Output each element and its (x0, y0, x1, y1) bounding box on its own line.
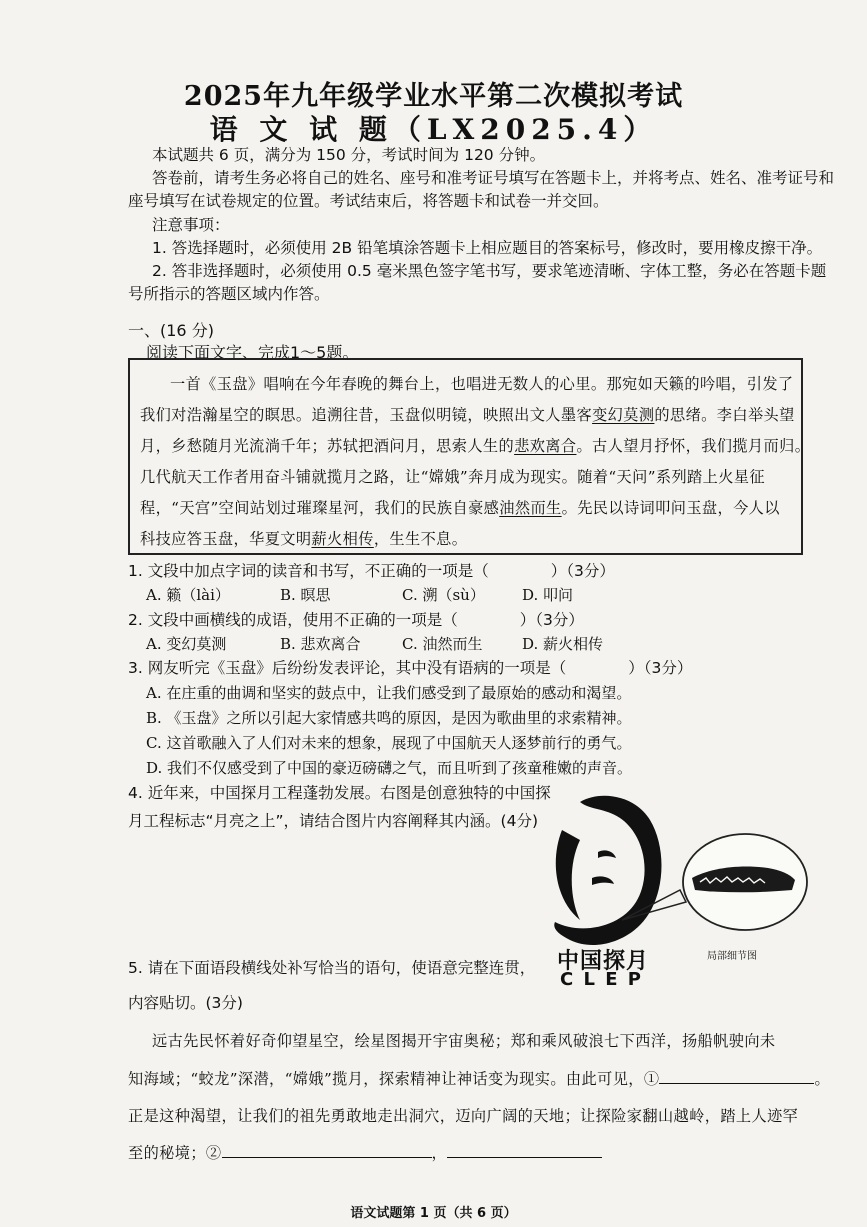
question-1-stem: 1. 文段中加点字词的读音和书写，不正确的一项是（ ）（3分） (128, 562, 615, 580)
question-5-para-line-4: 至的秘境；② ， (128, 1142, 602, 1163)
section-instruction: 阅读下面文字、完成1～5题。 (146, 343, 359, 362)
answer-blank-2b[interactable] (447, 1143, 602, 1158)
passage-line-4: 几代航天工作者用奋斗铺就揽月之路，让“嫦娥”奔月成为现实。随着“天问”系列踏上火星征 (140, 468, 765, 486)
answer-blank-2a[interactable] (222, 1143, 432, 1158)
exam-title: 2025年九年级学业水平第二次模拟考试 (183, 81, 684, 112)
question-1-option-a: A. 籁（lài） (146, 586, 230, 604)
question-2-option-d: D. 薪火相传 (522, 635, 604, 653)
question-5-para-line-1: 远古先民怀着好奇仰望星空，绘星图揭开宇宙奥秘；郑和乘风破浪七下西洋，扬船帆驶向未 (152, 1032, 776, 1050)
question-5-line-1: 5. 请在下面语段横线处补写恰当的语句，使语意完整连贯， (128, 959, 536, 977)
passage-line-6: 科技应答玉盘，华夏文明薪火相传，生生不息。 (140, 530, 468, 548)
logo-chinese-text: 中国探月 (557, 949, 650, 974)
question-3-option-d: D. 我们不仅感受到了中国的豪迈磅礴之气，而且听到了孩童稚嫩的声音。 (146, 759, 633, 777)
question-2-stem: 2. 文段中画横线的成语，使用不正确的一项是（ ）（3分） (128, 611, 584, 629)
question-1-option-c: C. 溯（sù） (402, 586, 485, 604)
question-3-option-c: C. 这首歌融入了人们对未来的想象，展现了中国航天人逐梦前行的勇气。 (146, 734, 632, 752)
section-heading: 一、(16 分) (128, 321, 214, 340)
question-1-option-d: D. 叩问 (522, 586, 574, 604)
question-5-line-2: 内容贴切。(3分) (128, 994, 243, 1012)
question-1-option-b: B. 暝思 (280, 586, 331, 604)
question-5-para-line-3: 正是这种渴望，让我们的祖先勇敢地走出洞穴，迈向广阔的天地；让探险家翻山越岭，踏上人迹罕 (128, 1107, 799, 1125)
question-3-stem: 3. 网友听完《玉盘》后纷纷发表评论，其中没有语病的一项是（ ）（3分） (128, 659, 693, 677)
question-2-option-a: A. 变幻莫测 (146, 635, 227, 653)
notice-2: 2. 答非选择题时，必须使用 0.5 毫米黑色签字笔书写，要求笔迹清晰、字体工整，务必在答题卡题 (152, 262, 827, 280)
question-2-option-b: B. 悲欢离合 (280, 635, 361, 653)
question-3-option-b: B. 《玉盘》之所以引起大家情感共鸣的原因，是因为歌曲里的求索精神。 (146, 709, 632, 727)
passage-line-1: 一首《玉盘》唱响在今年春晚的舞台上，也唱进无数人的心里。那宛如天籁的吟唱，引发了 (170, 375, 794, 393)
passage-line-5: 程，“天宫”空间站划过璀璨星河，我们的民族自豪感油然而生。先民以诗词叩问玉盘，今人以 (140, 499, 780, 517)
intro-line-2: 答卷前，请考生务必将自己的姓名、座号和准考证号填写在答题卡上，并将考点、姓名、准考证号和 (152, 169, 835, 187)
question-3-option-a: A. 在庄重的曲调和坚实的鼓点中，让我们感受到了最原始的感动和渴望。 (146, 684, 632, 702)
question-4-line-2: 月工程标志“月亮之上”，请结合图片内容阐释其内涵。(4分) (128, 812, 539, 830)
detail-caption: 局部细节图 (707, 951, 757, 962)
question-5-para-line-2: 知海域；“蛟龙”深潜，“嫦娥”揽月，探索精神让神话变为现实。由此可见，① 。 (128, 1070, 831, 1088)
notice-title: 注意事项： (152, 216, 230, 234)
passage-line-2: 我们对浩瀚星空的瞑思。追溯往昔，玉盘似明镜，映照出文人墨客变幻莫测的思绪。李白举头望 (140, 406, 795, 424)
intro-line-1: 本试题共 6 页，满分为 150 分，考试时间为 120 分钟。 (152, 146, 546, 164)
notice-1: 1. 答选择题时，必须使用 2B 铅笔填涂答题卡上相应题目的答案标号，修改时，要用橡皮擦干净。 (152, 239, 823, 257)
question-4-line-1: 4. 近年来，中国探月工程蓬勃发展。右图是创意独特的中国探 (128, 784, 551, 802)
intro-line-3: 座号填写在试卷规定的位置。考试结束后，将答题卡和试卷一并交回。 (128, 192, 609, 210)
notice-3: 号所指示的答题区域内作答。 (128, 285, 330, 303)
page-footer: 语文试题第 1 页（共 6 页） (350, 1206, 517, 1221)
question-2-option-c: C. 油然而生 (402, 635, 483, 653)
logo-english-text: C L E P (560, 969, 643, 990)
passage-line-3: 月，乡愁随月光流淌千年；苏轼把酒问月，思索人生的悲欢离合。古人望月抒怀，我们揽月而归。 (140, 437, 811, 455)
answer-blank-1[interactable] (659, 1069, 814, 1084)
exam-subtitle: 语 文 试 题（LX2025.4） (209, 113, 658, 146)
